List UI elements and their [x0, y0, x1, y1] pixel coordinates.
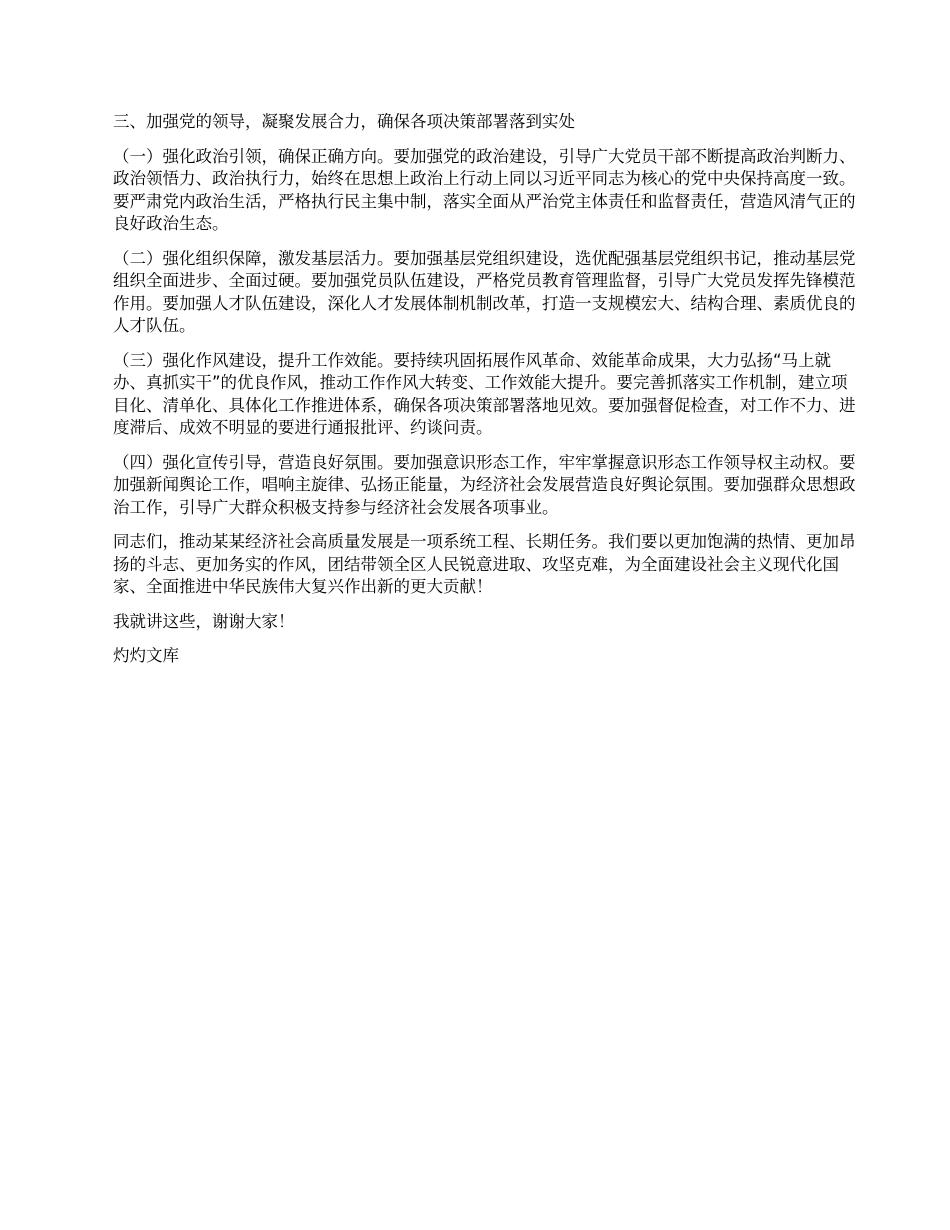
paragraph-publicity: （四）强化宣传引导，营造良好氛围。要加强意识形态工作，牢牢掌握意识形态工作领导权主动权。要加强新闻舆论工作，唱响主旋律、弘扬正能量，为经济社会发展营造良好舆论氛围。要加强群众思想政治工作，引导广大群众积极支持参与经济社会发展各项事业。: [113, 452, 856, 517]
paragraph-work-style: （三）强化作风建设，提升工作效能。要持续巩固拓展作风革命、效能革命成果，大力弘扬“马上就办、真抓实干”的优良作风，推动工作作风大转变、工作效能大提升。要完善抓落实工作机制，建立项目化、清单化、具体化工作推进体系，确保各项决策部署落地见效。要加强督促检查，对工作不力、进度滞后、成效不明显的要进行通报批评、约谈问责。: [113, 350, 856, 437]
paragraph-political-guidance: （一）强化政治引领，确保正确方向。要加强党的政治建设，引导广大党员干部不断提高政治判断力、政治领悟力、政治执行力，始终在思想上政治上行动上同以习近平同志为核心的党中央保持高度一致。要严肃党内政治生活，严格执行民主集中制，落实全面从严治党主体责任和监督责任，营造风清气正的良好政治生态。: [113, 146, 856, 233]
section-heading: 三、加强党的领导，凝聚发展合力，确保各项决策部署落到实处: [113, 112, 575, 131]
paragraph-closing: 同志们，推动某某经济社会高质量发展是一项系统工程、长期任务。我们要以更加饱满的热情、更加昂扬的斗志、更加务实的作风，团结带领全区人民锐意进取、攻坚克难，为全面建设社会主义现代化国家、全面推进中华民族伟大复兴作出新的更大贡献！: [113, 532, 856, 596]
paragraph-thanks: 我就讲这些，谢谢大家！: [113, 611, 295, 631]
document-page: [113, 111, 858, 680]
document-footer: 灼灼文库: [113, 646, 179, 665]
paragraph-organizational-support: （二）强化组织保障，激发基层活力。要加强基层党组织建设，选优配强基层党组织书记，推动基层党组织全面进步、全面过硬。要加强党员队伍建设，严格党员教育管理监督，引导广大党员发挥先锋模范作用。要加强人才队伍建设，深化人才发展体制机制改革，打造一支规模宏大、结构合理、素质优良的人才队伍。: [113, 248, 856, 335]
